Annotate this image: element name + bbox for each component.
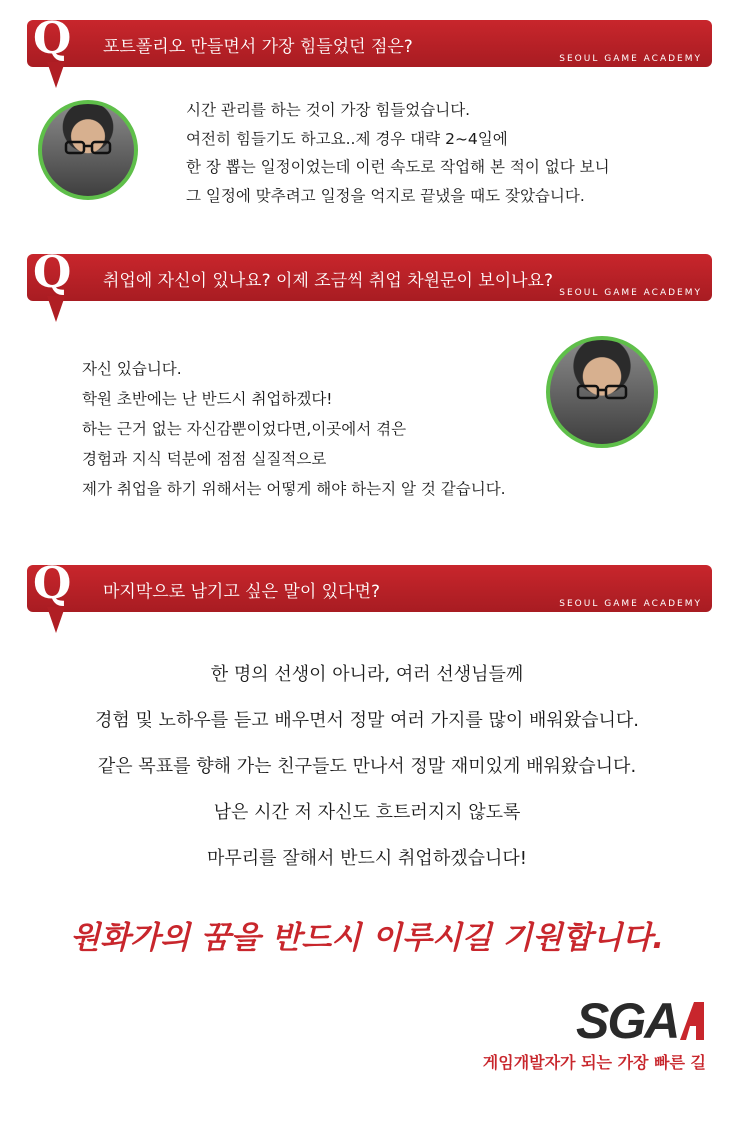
question-banner-2 [27,247,712,301]
answer-line: 한 장 뽑는 일정이었는데 이런 속도로 작업해 본 적이 없다 보니 [186,158,610,176]
question-banner-3 [27,558,712,612]
question-banner-1 [27,13,712,67]
interviewee-avatar [546,336,658,448]
question-text: 마지막으로 남기고 싶은 말이 있다면? [103,582,380,602]
answer-line: 한 명의 선생이 아니라, 여러 선생님들께 [210,664,524,685]
answer-line: 남은 시간 저 자신도 흐트러지지 않도록 [213,802,521,823]
sga-logo [576,996,708,1042]
slogan: 원화가의 꿈을 반드시 이루시길 기원합니다. [70,920,664,956]
answer-3 [0,652,734,882]
answer-line: 시간 관리를 하는 것이 가장 힘들었습니다. [186,101,471,119]
answer-2 [82,354,506,504]
glasses-icon [550,340,654,444]
question-text: 취업에 자신이 있나요? 이제 조금씩 취업 차원문이 보이나요? [103,271,553,291]
brand-label: SEOUL GAME ACADEMY [559,599,702,609]
answer-line: 여전히 힘들기도 하고요..제 경우 대략 2~4일에 [186,129,508,148]
speech-tail [47,607,65,633]
answer-line: 제가 취업을 하기 위해서는 어떻게 해야 하는지 알 것 같습니다. [82,480,506,498]
glasses-icon [42,104,134,196]
answer-line: 같은 목표를 향해 가는 친구들도 만나서 정말 재미있게 배워왔습니다. [97,756,637,777]
brand-label: SEOUL GAME ACADEMY [559,54,702,64]
speech-tail [47,296,65,322]
answer-line: 경험과 지식 덕분에 점점 실질적으로 [82,450,327,468]
answer-1 [186,96,610,210]
q-mark-icon: Q [33,558,71,609]
answer-line: 그 일정에 맞추려고 일정을 억지로 끝냈을 때도 잦았습니다. [186,186,585,205]
speech-tail [47,62,65,88]
answer-line: 경험 및 노하우를 듣고 배우면서 정말 여러 가지를 많이 배워왔습니다. [94,710,640,731]
answer-line: 학원 초반에는 난 반드시 취업하겠다! [82,390,333,408]
q-mark-icon: Q [33,13,71,64]
tagline: 게임개발자가 되는 가장 빠른 길 [482,1053,706,1072]
answer-line: 마무리를 잘해서 반드시 취업하겠습니다! [207,848,527,869]
q-mark-icon: Q [33,247,71,298]
svg-text:SGA: SGA [576,996,679,1042]
answer-line: 하는 근거 없는 자신감뿐이었다면,이곳에서 겪은 [82,420,407,438]
brand-label: SEOUL GAME ACADEMY [559,288,702,298]
interviewee-avatar [38,100,138,200]
question-text: 포트폴리오 만들면서 가장 힘들었던 점은? [103,37,413,57]
answer-line: 자신 있습니다. [82,360,182,378]
